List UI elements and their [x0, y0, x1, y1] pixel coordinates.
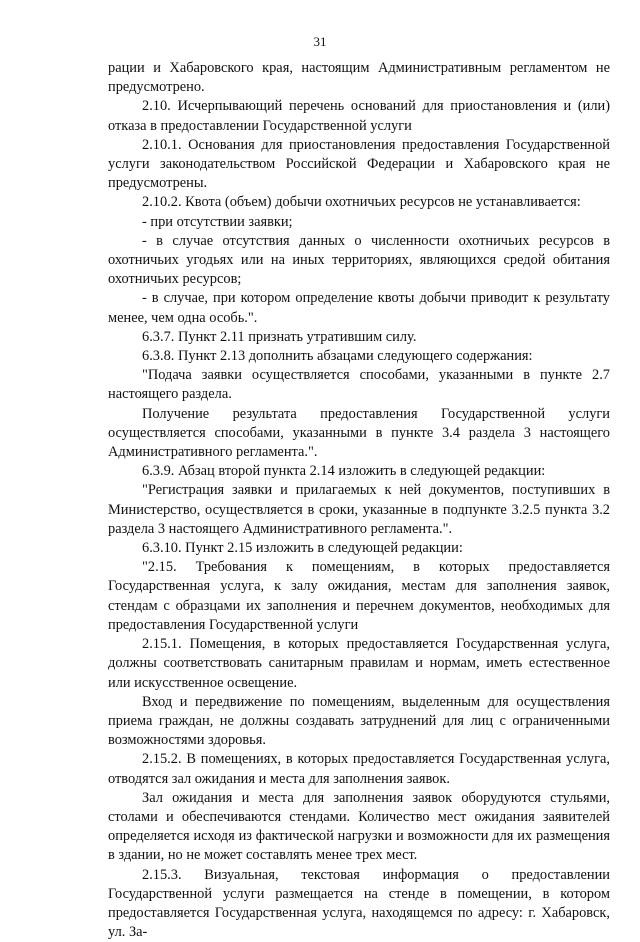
document-body — [108, 59, 610, 942]
paragraph: 2.10. Исчерпывающий перечень оснований для приостановления и (или) отказа в предоставлении Государственной услуги — [108, 98, 610, 134]
paragraph: 6.3.8. Пункт 2.13 дополнить абзацами следующего содержания: — [142, 348, 533, 365]
paragraph: Зал ожидания и места для заполнения заявок оборудуются стульями, столами и обеспечиваются стендами. Количество мест ожидания заявителей определяется исходя из фактической нагрузки и возможности для их размещения в здании, но не может составлять менее трех мест. — [108, 789, 610, 864]
paragraph: Вход и передвижение по помещениям, выделенным для осуществления приема граждан, не должны создавать затруднений для лиц с ограниченными возможностями здоровья. — [108, 693, 610, 749]
paragraph: - при отсутствии заявки; — [142, 213, 293, 230]
paragraph: "Регистрация заявки и прилагаемых к ней документов, поступивших в Министерство, осуществляется в сроки, указанные в подпункте 3.2.5 пункта 3.2 раздела 3 настоящего Административного регламента.". — [108, 482, 610, 537]
paragraph: - в случае отсутствия данных о численности охотничьих ресурсов в охотничьих угодьях или на иных территориях, являющихся средой обитания охотничьих ресурсов; — [108, 232, 610, 288]
paragraph: "Подача заявки осуществляется способами, указанными в пункте 2.7 настоящего раздела. — [108, 367, 610, 403]
paragraph: 2.10.1. Основания для приостановления предоставления Государственной услуги законодательством Российской Федерации и Хабаровского края не предусмотрены. — [108, 136, 610, 192]
paragraph: 2.15.2. В помещениях, в которых предоставляется Государственная услуга, отводятся зал ожидания и места для заполнения заявок. — [108, 751, 610, 787]
paragraph: 2.15.1. Помещения, в которых предоставляется Государственная услуга, должны соответствовать санитарным правилам и нормам, иметь естественное или искусственное освещение. — [108, 636, 610, 691]
paragraph: 6.3.10. Пункт 2.15 изложить в следующей редакции: — [142, 540, 463, 557]
paragraph: "2.15. Требования к помещениям, в которых предоставляется Государственная услуга, к залу ожидания, местам для заполнения заявок, стендам с образцами их заполнения и перечнем документов, необходимых для предоставления Государственной услуги — [108, 559, 610, 633]
paragraph: 2.10.2. Квота (объем) добычи охотничьих ресурсов не устанавливается: — [142, 194, 581, 211]
paragraph: 6.3.7. Пункт 2.11 признать утратившим силу. — [142, 328, 417, 345]
paragraph: Получение результата предоставления Государственной услуги осуществляется способами, указанными в пункте 3.4 раздела 3 настоящего Административного регламента.". — [108, 405, 610, 461]
paragraph: - в случае, при котором определение квоты добычи приводит к результату менее, чем одна особь.". — [108, 290, 610, 326]
paragraph: 2.15.3. Визуальная, текстовая информация о предоставлении Государственной услуги размещается на стенде в помещении, в котором предоставляется Государственная услуга, находящемся по адресу: г. Хабаровск, ул. За- — [108, 866, 610, 941]
page-number: 31 — [313, 34, 327, 49]
paragraph: рации и Хабаровского края, настоящим Административным регламентом не предусмотрено. — [108, 60, 610, 96]
paragraph: 6.3.9. Абзац второй пункта 2.14 изложить в следующей редакции: — [142, 463, 546, 480]
